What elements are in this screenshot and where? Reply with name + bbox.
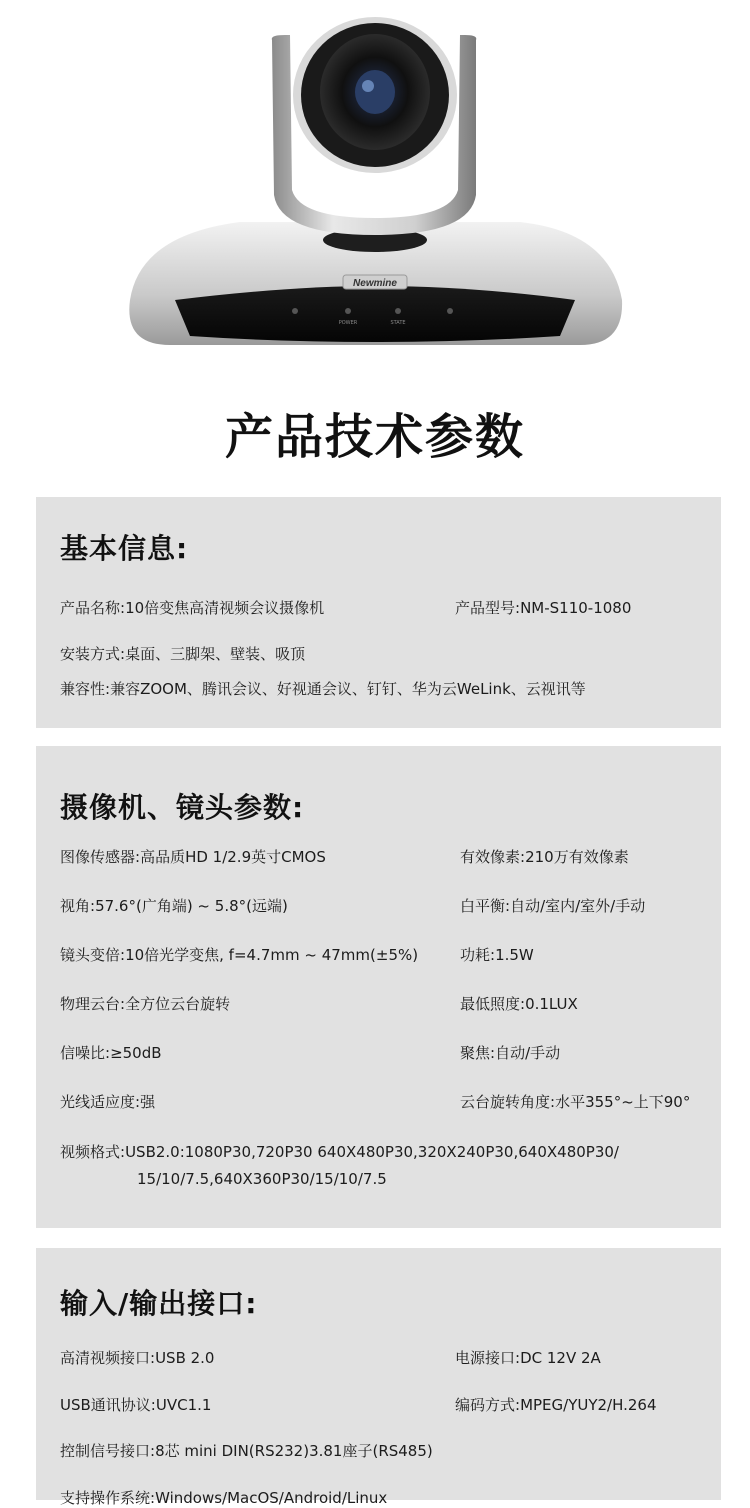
rotation-label: 云台旋转角度:: [460, 1093, 556, 1111]
io-panel: [36, 1248, 721, 1507]
hd-interface-spec: [60, 1347, 214, 1368]
product-model-value: NM-S110-1080: [520, 599, 632, 617]
codec-label: 编码方式:: [455, 1396, 521, 1414]
hd-interface-value: USB 2.0: [155, 1349, 215, 1367]
product-model-label: 产品型号:: [455, 599, 521, 617]
lux-spec: [460, 993, 578, 1014]
svg-text:Newmine: Newmine: [353, 278, 397, 289]
control-spec: [60, 1440, 433, 1461]
power-spec: [460, 944, 534, 965]
lux-label: 最低照度:: [460, 995, 526, 1013]
codec-value: MPEG/YUY2/H.264: [520, 1396, 657, 1414]
wb-value: 自动/室内/室外/手动: [510, 897, 646, 915]
mount-value: 桌面、三脚架、壁装、吸顶: [125, 645, 306, 663]
light-label: 光线适应度:: [60, 1093, 141, 1111]
os-spec: [60, 1487, 387, 1508]
light-spec: [60, 1091, 155, 1112]
io-title: 输入/输出接口:: [60, 1287, 258, 1320]
fov-value: 57.6°(广角端) ~ 5.8°(远端): [95, 897, 288, 915]
camera-panel: [36, 746, 721, 1228]
zoom-label: 镜头变倍:: [60, 946, 126, 964]
svg-text:POWER: POWER: [338, 320, 358, 326]
product-image: [0, 0, 750, 370]
snr-value: ≥50dB: [110, 1044, 162, 1062]
control-label: 控制信号接口:: [60, 1442, 156, 1460]
light-value: 强: [140, 1093, 156, 1111]
power-label: 功耗:: [460, 946, 496, 964]
ptz-spec: [60, 993, 230, 1014]
control-value: 8芯 mini DIN(RS232)3.81座子(RS485): [155, 1442, 433, 1460]
basic-info-title: 基本信息:: [60, 532, 189, 565]
pixels-label: 有效像素:: [460, 848, 526, 866]
zoom-value: 10倍光学变焦, f=4.7mm ~ 47mm(±5%): [125, 946, 419, 964]
format-spec: [60, 1141, 619, 1162]
codec-spec: [455, 1394, 657, 1415]
power-interface-label: 电源接口:: [455, 1349, 521, 1367]
page-title: 产品技术参数: [224, 409, 525, 465]
pixels-value: 210万有效像素: [525, 848, 629, 866]
basic-info-panel: [36, 497, 721, 728]
product-name-label: 产品名称:: [60, 599, 126, 617]
product-name-spec: [60, 597, 324, 618]
protocol-spec: [60, 1394, 211, 1415]
product-model-spec: [455, 597, 631, 618]
sensor-label: 图像传感器:: [60, 848, 141, 866]
mount-spec: [60, 643, 305, 664]
focus-spec: [460, 1042, 560, 1063]
product-name-value: 10倍变焦高清视频会议摄像机: [125, 599, 325, 617]
snr-label: 信噪比:: [60, 1044, 111, 1062]
rotation-value: 水平355°~上下90°: [555, 1093, 691, 1111]
fov-label: 视角:: [60, 897, 96, 915]
svg-text:STATE: STATE: [390, 320, 406, 326]
protocol-value: UVC1.1: [155, 1396, 212, 1414]
os-label: 支持操作系统:: [60, 1489, 156, 1507]
hd-interface-label: 高清视频接口:: [60, 1349, 156, 1367]
mount-label: 安装方式:: [60, 645, 126, 663]
os-value: Windows/MacOS/Android/Linux: [155, 1489, 388, 1507]
format-value-line-2: 15/10/7.5,640X360P30/15/10/7.5: [137, 1170, 387, 1188]
sensor-spec: [60, 846, 326, 867]
pixels-spec: [460, 846, 629, 867]
ptz-label: 物理云台:: [60, 995, 126, 1013]
fov-spec: [60, 895, 288, 916]
sensor-value: 高品质HD 1/2.9英寸CMOS: [140, 848, 326, 866]
ptz-value: 全方位云台旋转: [125, 995, 231, 1013]
format-label: 视频格式:: [60, 1143, 126, 1161]
format-value-line-1: USB2.0:1080P30,720P30 640X480P30,320X240P30,640X480P30/: [125, 1143, 619, 1161]
focus-label: 聚焦:: [460, 1044, 496, 1062]
wb-label: 白平衡:: [460, 897, 511, 915]
protocol-label: USB通讯协议:: [60, 1396, 156, 1414]
snr-spec: [60, 1042, 162, 1063]
lux-value: 0.1LUX: [525, 995, 578, 1013]
power-interface-spec: [455, 1347, 601, 1368]
wb-spec: [460, 895, 645, 916]
compat-label: 兼容性:: [60, 680, 111, 698]
rotation-spec: [460, 1091, 690, 1112]
focus-value: 自动/手动: [495, 1044, 561, 1062]
power-interface-value: DC 12V 2A: [520, 1349, 601, 1367]
camera-title: 摄像机、镜头参数:: [60, 791, 305, 824]
compat-spec: [60, 678, 586, 699]
zoom-spec: [60, 944, 418, 965]
compat-value: 兼容ZOOM、腾讯会议、好视通会议、钉钉、华为云WeLink、云视讯等: [110, 680, 586, 698]
power-value: 1.5W: [495, 946, 534, 964]
